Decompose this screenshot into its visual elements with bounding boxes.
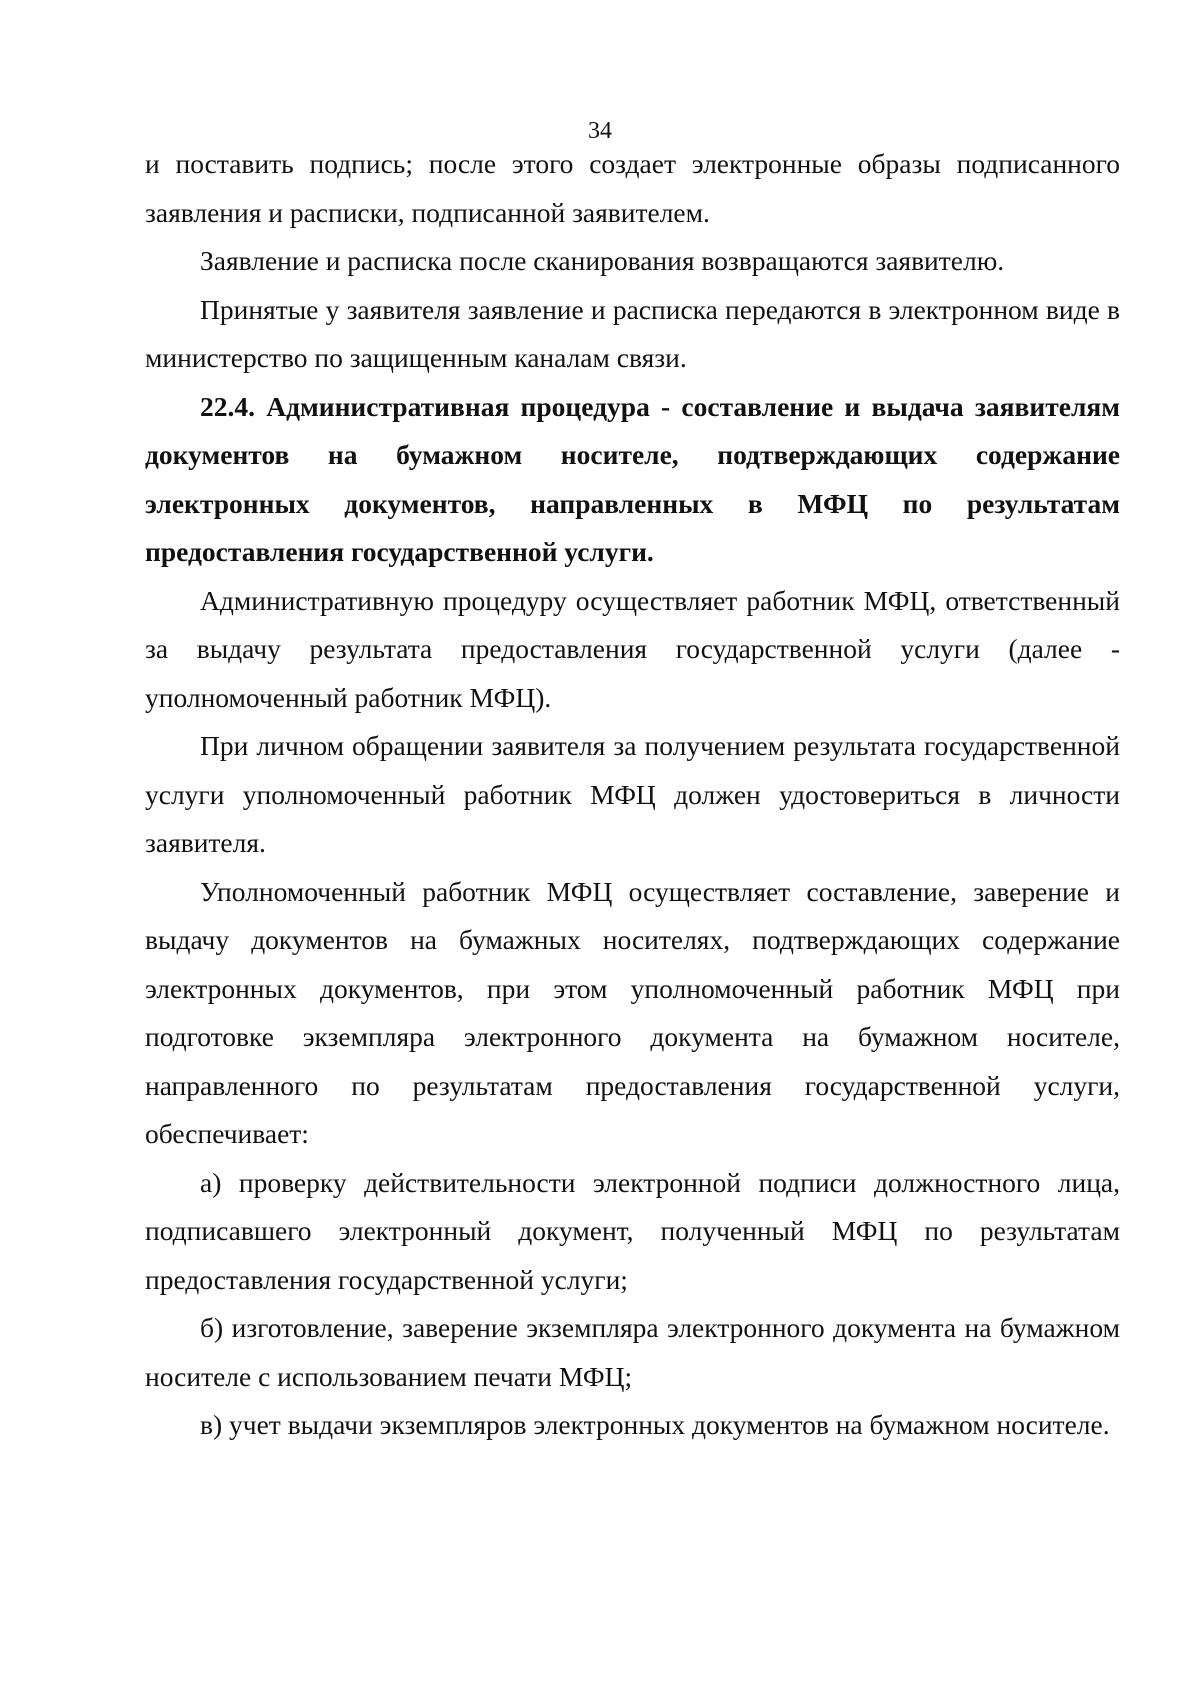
page-number: 34 — [588, 118, 612, 144]
paragraph-authorized-worker: Уполномоченный работник МФЦ осуществляет составление, заверение и выдачу документов на бумажных носителях, подтверждающих содержание электронных документов, при этом уполномоченный работник МФЦ при подготовке экземпляра электронного документа на бумажном носителе, направленного по результатам предоставления государственной услуги, обеспечивает: — [145, 875, 1120, 1149]
paragraph-return-documents: Заявление и расписка после сканирования возвращаются заявителю. — [200, 245, 1005, 276]
paragraph-identity-check: При личном обращении заявителя за получением результата государственной услуги уполномоченный работник МФЦ должен удостовериться в личности заявителя. — [145, 730, 1120, 858]
list-item-v: в) учет выдачи экземпляров электронных документов на бумажном носителе. — [200, 1409, 1110, 1440]
document-body — [145, 140, 1120, 1450]
section-heading-22-4: 22.4. Административная процедура - составление и выдача заявителям документов на бумажном носителе, подтверждающих содержание электронных документов, направленных в МФЦ по результатам предоставления государственной услуги. — [145, 390, 1120, 567]
paragraph-continuation: и поставить подпись; после этого создает электронные образы подписанного заявления и расписки, подписанной заявителем. — [145, 148, 1120, 228]
paragraph-procedure-performer: Административную процедуру осуществляет работник МФЦ, ответственный за выдачу результата предоставления государственной услуги (далее - уполномоченный работник МФЦ). — [145, 584, 1120, 713]
paragraph-transfer-electronic: Принятые у заявителя заявление и расписка передаются в электронном виде в министерство по защищенным каналам связи. — [145, 293, 1120, 373]
list-item-b: б) изготовление, заверение экземпляра электронного документа на бумажном носителе с использованием печати МФЦ; — [145, 1312, 1120, 1392]
list-item-a: а) проверку действительности электронной подписи должностного лица, подписавшего электронный документ, полученный МФЦ по результатам предоставления государственной услуги; — [145, 1166, 1120, 1295]
